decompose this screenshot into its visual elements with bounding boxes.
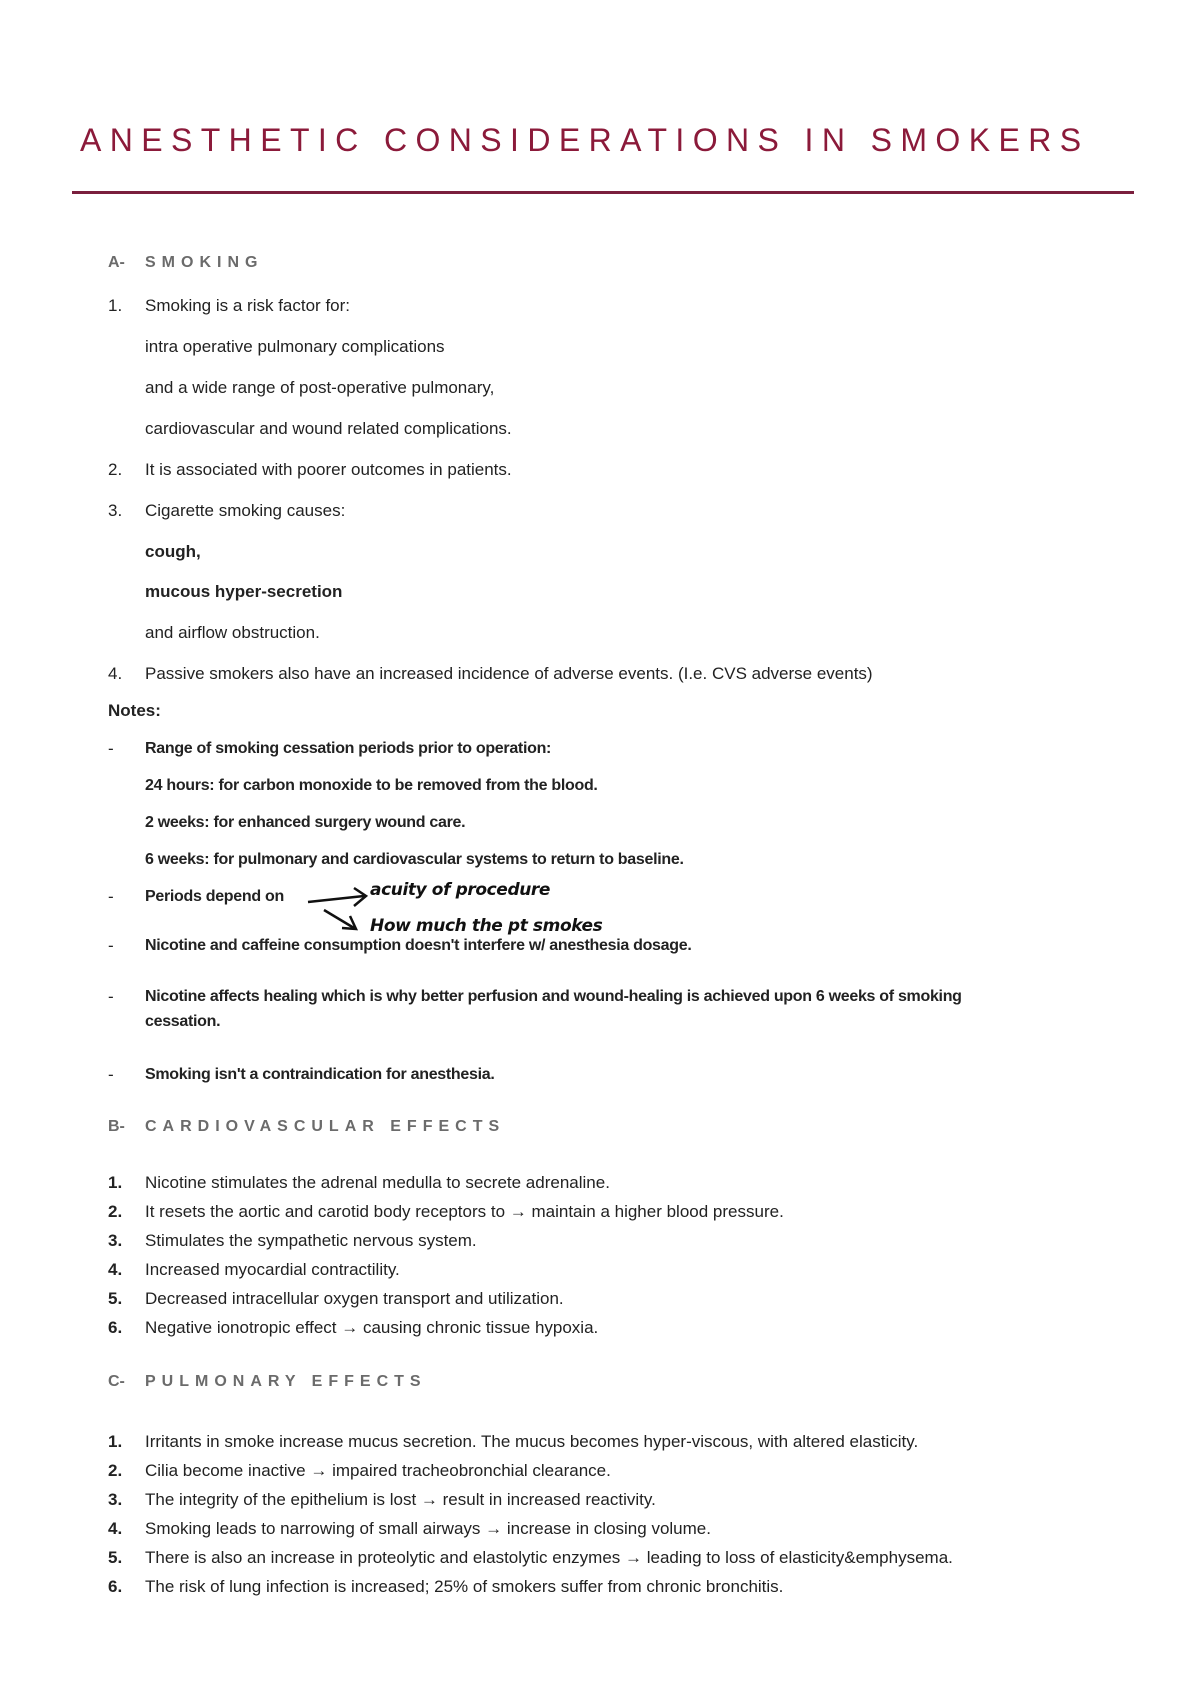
item-text: Cilia become inactive → impaired tracheobronchial clearance.: [145, 1461, 611, 1480]
note-dash: -: [108, 739, 114, 758]
item-text: It is associated with poorer outcomes in patients.: [145, 460, 512, 479]
handwritten-note: How much the pt smokes: [370, 916, 603, 936]
item-text: and airflow obstruction.: [145, 623, 320, 642]
item-number: 5.: [108, 1289, 123, 1308]
item-number: 3.: [108, 1490, 123, 1509]
item-number: 4.: [108, 1260, 123, 1279]
note-text: 2 weeks: for enhanced surgery wound care.: [145, 814, 466, 831]
item-text: Smoking leads to narrowing of small airways → increase in closing volume.: [145, 1519, 711, 1538]
item-number: 4.: [108, 1519, 123, 1538]
note-dash: -: [108, 1065, 114, 1084]
item-text: The integrity of the epithelium is lost → result in increased reactivity.: [145, 1490, 656, 1509]
item-number: 1.: [108, 1173, 123, 1192]
item-number: 3.: [108, 1231, 123, 1250]
note-text: Nicotine and caffeine consumption doesn't interfere w/ anesthesia dosage.: [145, 937, 692, 954]
notes-label: Notes:: [108, 701, 161, 720]
item-text: mucous hyper-secretion: [145, 582, 343, 601]
section-a-title: SMOKING: [145, 254, 264, 271]
section-c-letter: C-: [108, 1373, 125, 1390]
item-text: It resets the aortic and carotid body receptors to → maintain a higher blood pressure.: [145, 1202, 784, 1221]
item-text: Nicotine stimulates the adrenal medulla to secrete adrenaline.: [145, 1173, 610, 1192]
note-text: Smoking isn't a contraindication for anesthesia.: [145, 1066, 495, 1083]
item-number: 2.: [108, 1461, 123, 1480]
item-text: Passive smokers also have an increased incidence of adverse events. (I.e. CVS adverse events): [145, 664, 873, 683]
note-dash: -: [108, 887, 114, 906]
note-text: Nicotine affects healing which is why better perfusion and wound-healing is achieved upon 6 weeks of smoking: [145, 988, 962, 1005]
note-text: Range of smoking cessation periods prior to operation:: [145, 740, 552, 757]
note-dash: -: [108, 987, 114, 1006]
item-number: 3.: [108, 501, 123, 520]
note-text: Periods depend on: [145, 888, 284, 905]
section-c-title: PULMONARY EFFECTS: [145, 1373, 427, 1390]
item-text: Decreased intracellular oxygen transport and utilization.: [145, 1289, 564, 1308]
item-number: 2.: [108, 460, 123, 479]
item-number: 5.: [108, 1548, 123, 1567]
note-text: 24 hours: for carbon monoxide to be removed from the blood.: [145, 777, 598, 794]
item-text: The risk of lung infection is increased; 25% of smokers suffer from chronic bronchitis.: [145, 1577, 784, 1596]
section-b-title: CARDIOVASCULAR EFFECTS: [145, 1118, 506, 1135]
page-title: ANESTHETIC CONSIDERATIONS IN SMOKERS: [80, 122, 1090, 158]
note-text: cessation.: [145, 1013, 221, 1030]
note-text: 6 weeks: for pulmonary and cardiovascular systems to return to baseline.: [145, 851, 684, 868]
item-text: There is also an increase in proteolytic and elastolytic enzymes → leading to loss of elasticity&emphysema.: [145, 1548, 953, 1567]
item-text: cough,: [145, 542, 201, 561]
item-text: Negative ionotropic effect → causing chronic tissue hypoxia.: [145, 1318, 599, 1337]
item-text: Cigarette smoking causes:: [145, 501, 346, 520]
handwritten-note: acuity of procedure: [370, 880, 551, 900]
section-a-letter: A-: [108, 254, 125, 271]
item-number: 1.: [108, 1432, 123, 1451]
item-number: 4.: [108, 664, 123, 683]
note-dash: -: [108, 936, 114, 955]
item-number: 1.: [108, 296, 123, 315]
item-text: cardiovascular and wound related complications.: [145, 419, 512, 438]
section-b-letter: B-: [108, 1118, 125, 1135]
item-number: 6.: [108, 1318, 123, 1337]
item-text: Smoking is a risk factor for:: [145, 296, 351, 315]
item-number: 2.: [108, 1202, 123, 1221]
item-text: Stimulates the sympathetic nervous system.: [145, 1231, 477, 1250]
handwritten-arrows-icon: [306, 884, 376, 934]
item-text: and a wide range of post-operative pulmonary,: [145, 378, 495, 397]
item-number: 6.: [108, 1577, 123, 1596]
item-text: intra operative pulmonary complications: [145, 337, 445, 356]
item-text: Increased myocardial contractility.: [145, 1260, 400, 1279]
item-text: Irritants in smoke increase mucus secretion. The mucus becomes hyper-viscous, with altered elasticity.: [145, 1432, 919, 1451]
title-divider: [72, 191, 1134, 194]
